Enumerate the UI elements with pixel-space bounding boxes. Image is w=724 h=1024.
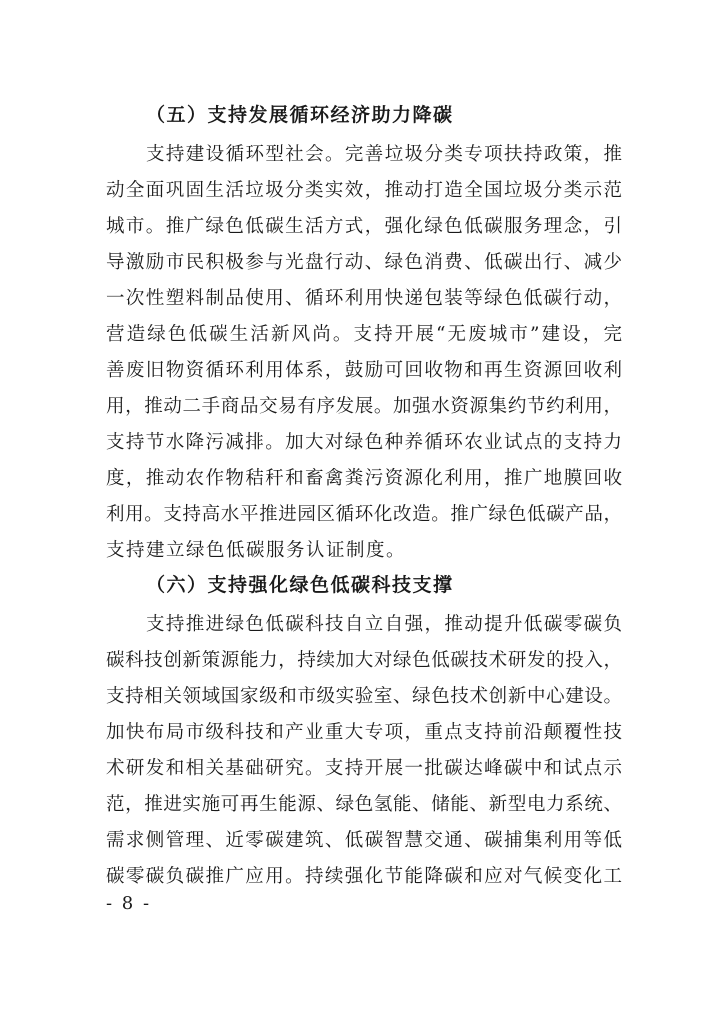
paragraph-line: 用，推动二手商品交易有序发展。加强水资源集约节约利用， <box>106 396 622 417</box>
section-heading-6: （六）支持强化绿色低碳科技支撑 <box>146 574 454 596</box>
paragraph-line: 加快布局市级科技和产业重大专项，重点支持前沿颠覆性技 <box>106 722 622 743</box>
paragraph-line: 善废旧物资循环利用体系，鼓励可回收物和再生资源回收利 <box>106 360 622 381</box>
paragraph-line: 支持节水降污减排。加大对绿色种养循环农业试点的支持力 <box>106 432 622 453</box>
paragraph-line: 动全面巩固生活垃圾分类实效，推动打造全国垃圾分类示范 <box>106 180 622 201</box>
paragraph-line: 碳科技创新策源能力，持续加大对绿色低碳技术研发的投入， <box>106 650 622 671</box>
paragraph-line: 利用。支持高水平推进园区循环化改造。推广绿色低碳产品， <box>106 504 622 525</box>
page-number: - 8 - <box>106 893 152 914</box>
paragraph-line: 术研发和相关基础研究。支持开展一批碳达峰碳中和试点示 <box>106 758 622 779</box>
paragraph-line: 营造绿色低碳生活新风尚。支持开展“无废城市”建设，完 <box>106 324 622 345</box>
section-heading-5: （五）支持发展循环经济助力降碳 <box>146 104 454 126</box>
paragraph-line: 支持建立绿色低碳服务认证制度。 <box>106 540 407 561</box>
paragraph-line: 支持相关领域国家级和市级实验室、绿色技术创新中心建设。 <box>106 686 622 707</box>
paragraph-line: 碳零碳负碳推广应用。持续强化节能降碳和应对气候变化工 <box>106 866 622 887</box>
paragraph-line: 支持建设循环型社会。完善垃圾分类专项扶持政策，推 <box>146 144 622 165</box>
paragraph-line: 一次性塑料制品使用、循环利用快递包装等绿色低碳行动， <box>106 288 622 309</box>
paragraph-line: 度，推动农作物秸秆和畜禽粪污资源化利用，推广地膜回收 <box>106 468 622 489</box>
paragraph-line: 导激励市民积极参与光盘行动、绿色消费、低碳出行、减少 <box>106 252 622 273</box>
paragraph-line: 支持推进绿色低碳科技自立自强，推动提升低碳零碳负 <box>146 614 622 635</box>
paragraph-line: 需求侧管理、近零碳建筑、低碳智慧交通、碳捕集利用等低 <box>106 830 622 851</box>
paragraph-line: 城市。推广绿色低碳生活方式，强化绿色低碳服务理念，引 <box>106 216 622 237</box>
paragraph-line: 范，推进实施可再生能源、绿色氢能、储能、新型电力系统、 <box>106 794 622 815</box>
